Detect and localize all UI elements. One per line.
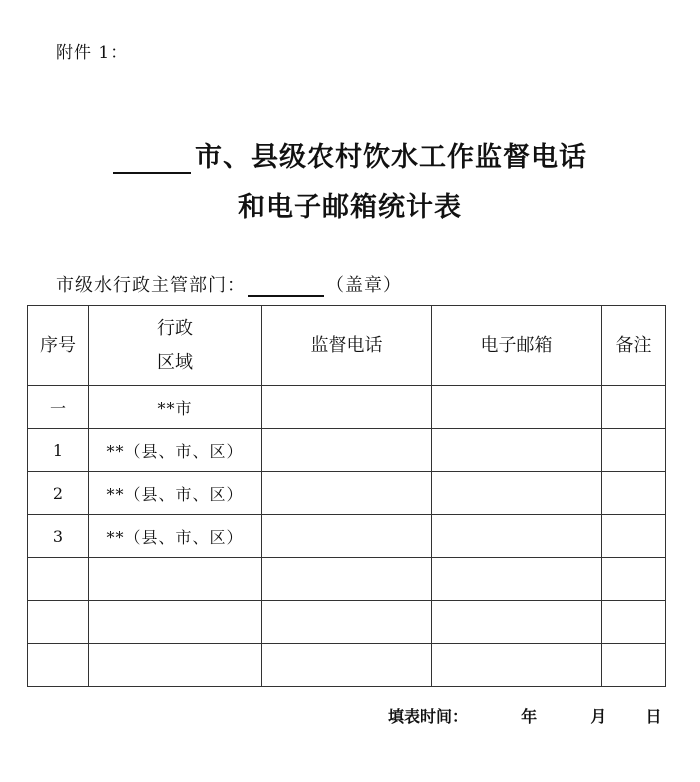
cell-note[interactable] [602, 558, 666, 601]
cell-seq: 1 [28, 429, 89, 472]
cell-area: **（县、市、区） [89, 429, 262, 472]
day-label: 日 [645, 707, 662, 726]
table-row [28, 386, 666, 429]
department-label: 市级水行政主管部门： [56, 275, 246, 296]
table-row [28, 644, 666, 687]
cell-phone[interactable] [262, 644, 432, 687]
fill-date-label: 填表时间： [388, 707, 469, 726]
cell-seq: 一 [28, 386, 89, 429]
department-blank [248, 277, 324, 297]
fill-date-line [388, 704, 662, 727]
cell-area[interactable] [89, 644, 262, 687]
header-seq: 序号 [28, 306, 89, 386]
cell-email[interactable] [432, 558, 602, 601]
cell-email[interactable] [432, 601, 602, 644]
cell-phone[interactable] [262, 558, 432, 601]
header-email: 电子邮箱 [432, 306, 602, 386]
header-area-line-2: 区域 [157, 351, 193, 373]
header-phone: 监督电话 [262, 306, 432, 386]
year-label: 年 [521, 707, 538, 726]
table-row [28, 601, 666, 644]
header-area-line-1: 行政 [157, 317, 193, 339]
cell-note[interactable] [602, 644, 666, 687]
cell-phone[interactable] [262, 429, 432, 472]
cell-phone[interactable] [262, 601, 432, 644]
header-note: 备注 [602, 306, 666, 386]
statistics-table [27, 305, 666, 687]
table-row [28, 515, 666, 558]
cell-note[interactable] [602, 515, 666, 558]
cell-seq[interactable] [28, 644, 89, 687]
header-area [89, 306, 262, 386]
cell-email[interactable] [432, 515, 602, 558]
cell-note[interactable] [602, 472, 666, 515]
cell-note[interactable] [602, 386, 666, 429]
cell-email[interactable] [432, 386, 602, 429]
cell-seq: 2 [28, 472, 89, 515]
cell-email[interactable] [432, 472, 602, 515]
table-header-row [28, 306, 666, 386]
title-line-1 [0, 135, 700, 174]
cell-phone[interactable] [262, 515, 432, 558]
table-row [28, 429, 666, 472]
cell-email[interactable] [432, 644, 602, 687]
cell-phone[interactable] [262, 472, 432, 515]
cell-area: **（县、市、区） [89, 515, 262, 558]
department-line [56, 271, 402, 297]
cell-seq[interactable] [28, 558, 89, 601]
table-row [28, 558, 666, 601]
cell-phone[interactable] [262, 386, 432, 429]
cell-area: **（县、市、区） [89, 472, 262, 515]
cell-email[interactable] [432, 429, 602, 472]
cell-area[interactable] [89, 601, 262, 644]
seal-label: （盖章） [326, 275, 402, 296]
city-name-blank [113, 146, 191, 174]
cell-area[interactable] [89, 558, 262, 601]
attachment-label: 附件 1： [56, 43, 129, 63]
cell-note[interactable] [602, 429, 666, 472]
month-label: 月 [590, 707, 607, 726]
title-line-1-text: 市、县级农村饮水工作监督电话 [195, 142, 587, 173]
title-line-2: 和电子邮箱统计表 [238, 192, 462, 223]
cell-seq: 3 [28, 515, 89, 558]
cell-seq[interactable] [28, 601, 89, 644]
table-row [28, 472, 666, 515]
cell-area: **市 [89, 386, 262, 429]
cell-note[interactable] [602, 601, 666, 644]
